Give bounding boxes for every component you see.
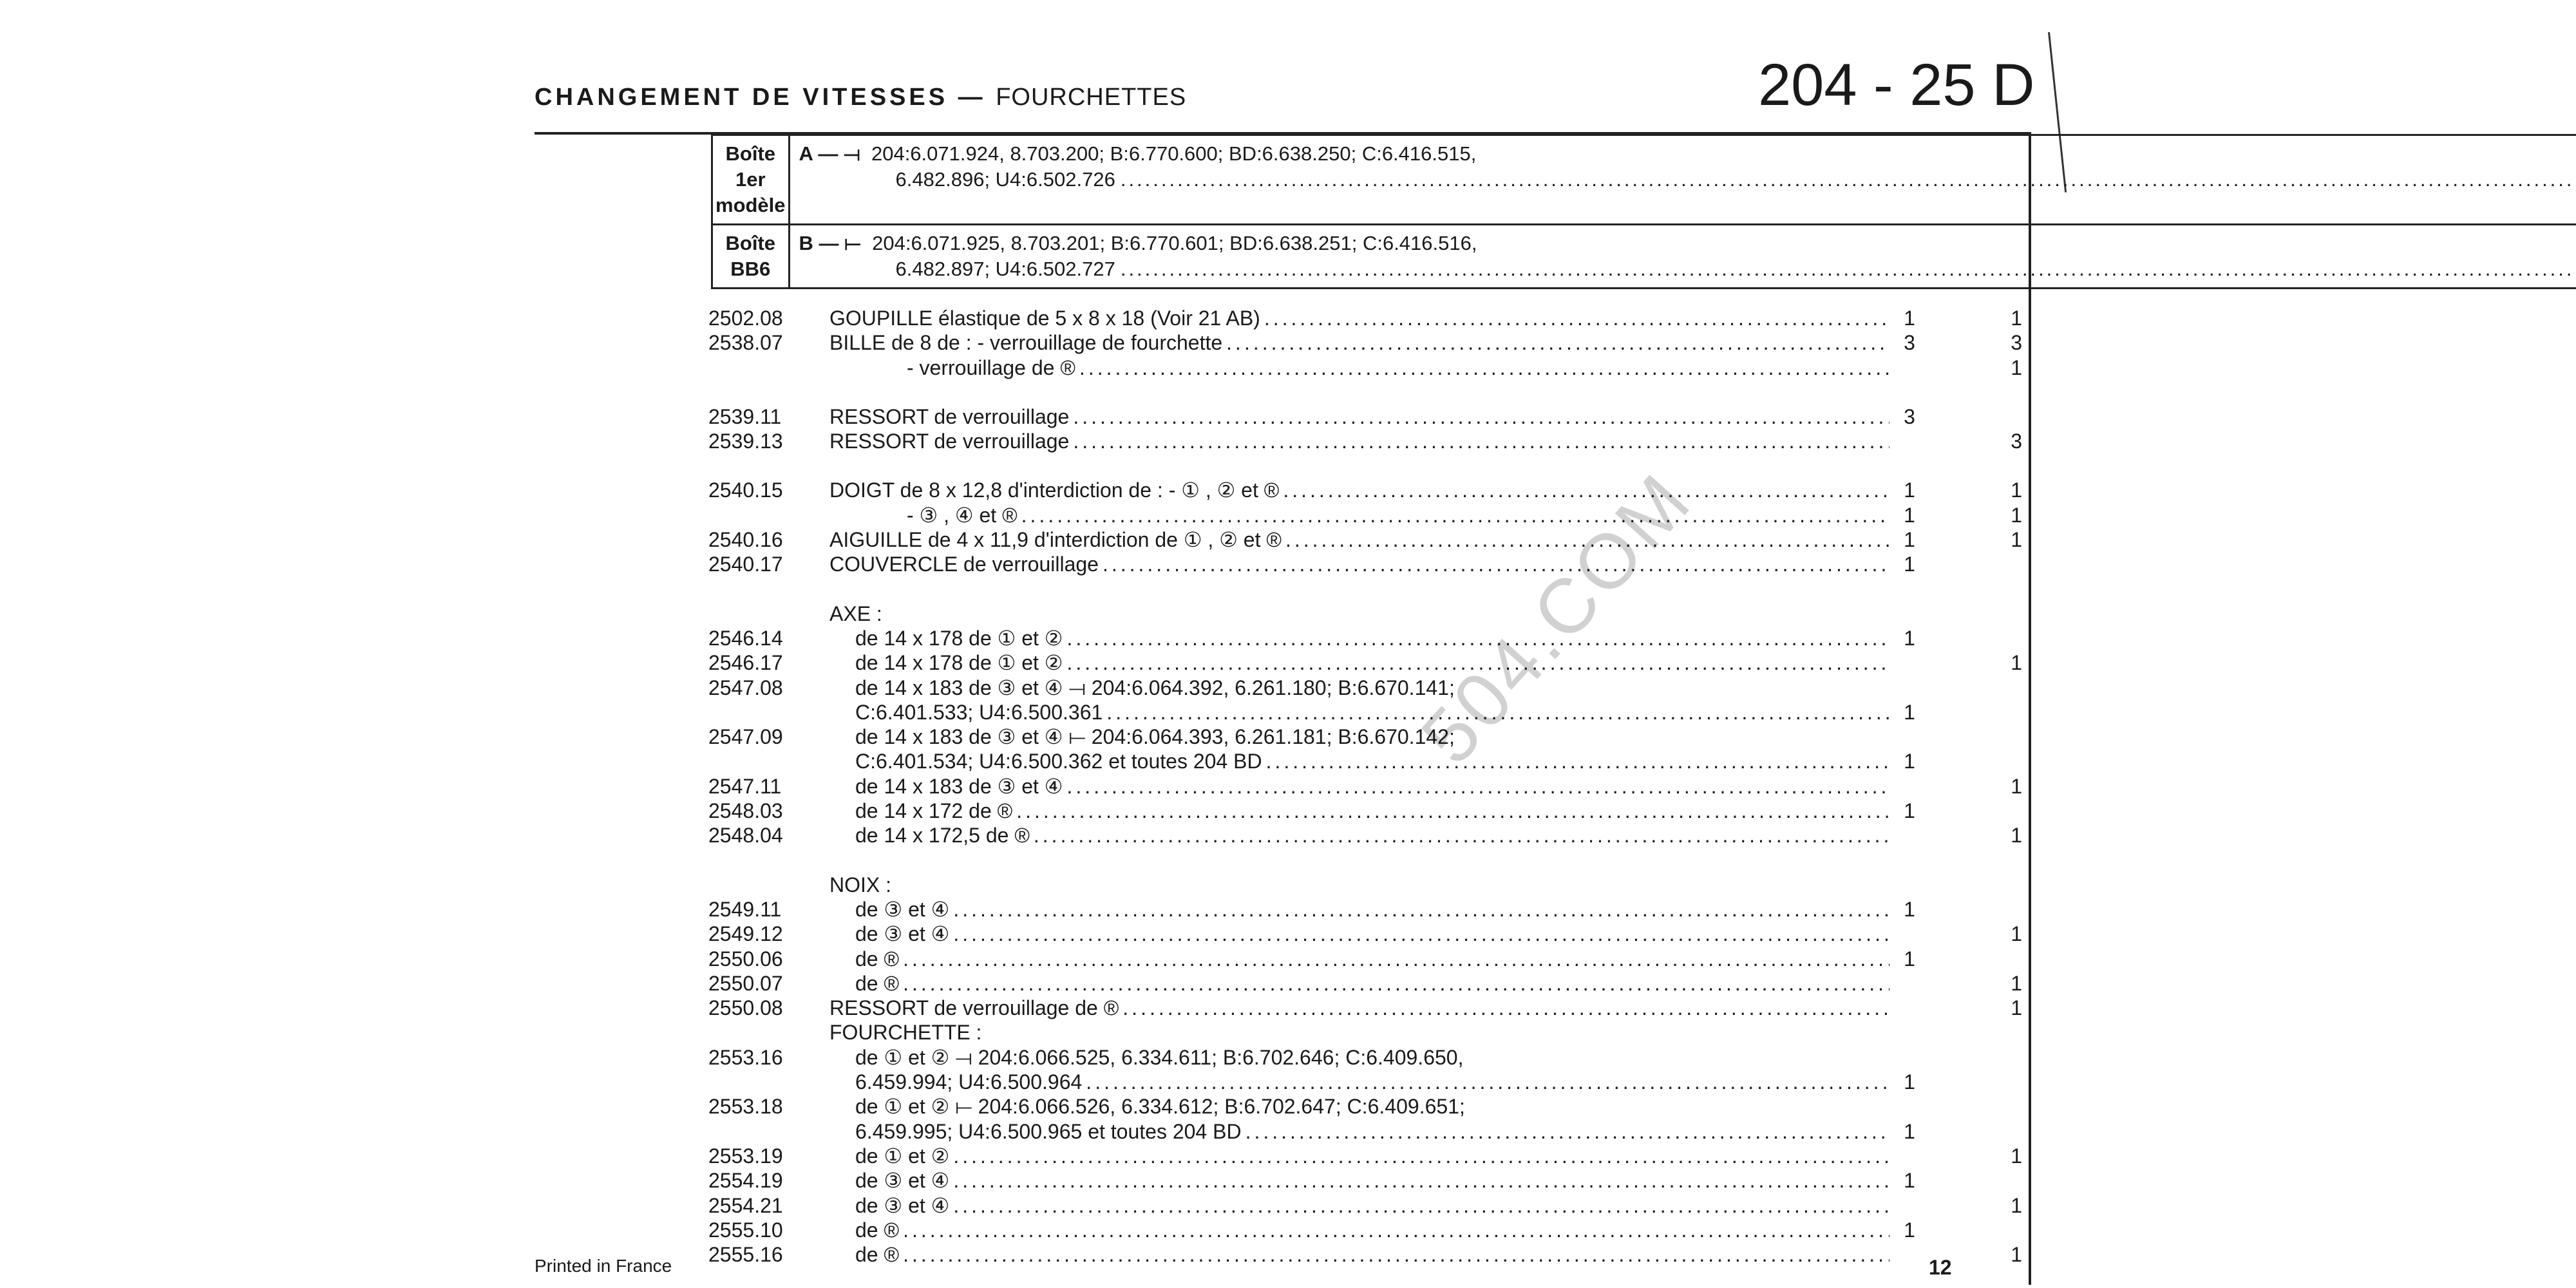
part-row <box>708 527 2035 552</box>
part-row <box>708 503 2035 527</box>
part-row <box>708 552 2035 576</box>
part-number: 2549.11 <box>708 897 782 921</box>
qty-variant-a <box>1893 676 1926 700</box>
qty-variant-a: 1 <box>1904 799 1915 823</box>
leader-dots <box>953 1168 1889 1193</box>
part-description: 6.459.994; U4:6.500.964 <box>855 1070 1083 1094</box>
part-number: 2502.08 <box>708 307 783 330</box>
qty-variant-b: 1 <box>2011 1243 2022 1267</box>
part-description: de ① et ② ⟝ 204:6.066.526, 6.334.612; B:6.702.647; C:6.409.651; <box>855 1095 1465 1119</box>
leader-dots <box>903 947 1889 971</box>
leader-dots <box>1073 404 1889 429</box>
part-row <box>708 1144 2035 1168</box>
part-number: 2555.16 <box>708 1243 783 1267</box>
part-row <box>708 306 2035 330</box>
part-row <box>708 749 2035 773</box>
qty-variant-b: 1 <box>2011 971 2022 995</box>
part-row <box>708 1193 2035 1218</box>
qty-variant-a: 1 <box>1904 1218 1915 1242</box>
part-number: 2539.11 <box>708 404 782 428</box>
part-description: de 14 x 172,5 de ® <box>855 824 1030 848</box>
qty-variant-a: 1 <box>1904 503 1915 527</box>
part-description: AIGUILLE de 4 x 11,9 d'interdiction de ① , ② et ® <box>829 528 1282 552</box>
part-row <box>708 996 2035 1020</box>
leader-dots <box>1034 823 1889 848</box>
part-row <box>708 601 2035 626</box>
row-gap <box>708 577 2035 601</box>
variant-label: Boîte BB6 <box>712 225 790 289</box>
qty-variant-a: 1 <box>1904 750 1915 773</box>
row-gap <box>708 848 2035 873</box>
part-description: de 14 x 183 de ③ et ④ <box>855 774 1063 798</box>
part-number <box>708 355 829 380</box>
qty-variant-b: 1 <box>2011 1144 2022 1168</box>
leader-dots <box>903 971 1889 996</box>
part-description: de 14 x 178 de ① et ② <box>855 651 1063 675</box>
part-description: NOIX : <box>829 873 892 896</box>
part-description: RESSORT de verrouillage <box>829 404 1070 428</box>
qty-variant-b <box>1926 1119 2035 1144</box>
qty-variant-a <box>1893 1242 1926 1267</box>
part-row <box>708 873 2035 897</box>
qty-variant-b <box>1926 1168 2035 1193</box>
leader-dots <box>1122 996 1889 1020</box>
qty-variant-a <box>1893 1045 1926 1070</box>
qty-variant-b: 3 <box>2011 430 2022 453</box>
part-row <box>708 429 2035 453</box>
part-description: AXE : <box>829 601 882 625</box>
qty-variant-b <box>1926 873 2035 897</box>
part-row <box>708 330 2035 355</box>
qty-variant-b <box>1926 552 2035 576</box>
variant-refs: A — ⟞ 204:6.071.924, 8.703.200; B:6.770.600; BD:6.638.250; C:6.416.515, 6.482.896; U4:6.502.726 ..... <box>789 135 2576 225</box>
part-number: 2554.21 <box>708 1193 783 1217</box>
leader-dots <box>903 1242 1889 1267</box>
part-description: de 14 x 172 de ® <box>855 799 1013 823</box>
part-number <box>708 1020 829 1045</box>
part-number: 2539.13 <box>708 430 783 453</box>
part-number <box>708 1070 829 1094</box>
part-description: - ③ , ④ et ® <box>907 503 1018 527</box>
part-number: 2553.19 <box>708 1144 783 1168</box>
qty-variant-b: 1 <box>2011 996 2022 1020</box>
qty-variant-a: 1 <box>1904 528 1915 552</box>
qty-variant-a <box>1893 601 1926 626</box>
part-description: de ® <box>855 1218 900 1242</box>
part-description: 6.459.995; U4:6.500.965 et toutes 204 BD <box>855 1119 1242 1143</box>
part-number <box>708 503 829 527</box>
leader-dots <box>1283 478 1889 502</box>
qty-variant-b <box>1926 626 2035 650</box>
leader-dots <box>1103 552 1889 576</box>
qty-variant-b: 1 <box>2011 355 2022 379</box>
qty-variant-b <box>1926 1020 2035 1045</box>
part-number <box>708 1119 829 1144</box>
part-row <box>708 1168 2035 1193</box>
qty-variant-a <box>1893 650 1926 675</box>
variant-row-b <box>712 225 2576 289</box>
part-row <box>708 1119 2035 1144</box>
part-number <box>708 601 829 626</box>
part-number: 2547.08 <box>708 676 783 699</box>
gearbox-variants-table <box>711 134 2576 289</box>
qty-variant-b: 1 <box>2011 528 2022 552</box>
qty-variant-b <box>1926 799 2035 823</box>
qty-variant-a <box>1893 823 1926 848</box>
qty-variant-a <box>1893 1193 1926 1218</box>
part-number: 2540.17 <box>708 553 783 576</box>
part-number: 2546.17 <box>708 651 783 675</box>
leader-dots <box>953 922 1889 946</box>
part-description: de ① et ② ⟞ 204:6.066.525, 6.334.611; B:6.702.646; C:6.409.650, <box>855 1045 1464 1069</box>
part-row <box>708 1094 2035 1119</box>
section-code: 204 - 25 D <box>1758 52 2035 118</box>
leader-dots <box>1226 330 1889 355</box>
row-gap <box>708 453 2035 478</box>
part-description: RESSORT de verrouillage de ® <box>829 996 1119 1020</box>
part-row <box>708 478 2035 502</box>
qty-variant-a <box>1893 1020 1926 1045</box>
qty-variant-a: 1 <box>1904 1169 1915 1193</box>
part-number: 2549.12 <box>708 922 783 946</box>
part-row <box>708 1045 2035 1070</box>
qty-variant-a <box>1893 774 1926 799</box>
qty-variant-b: 1 <box>2011 478 2022 502</box>
part-row <box>708 897 2035 922</box>
qty-variant-a: 1 <box>1904 553 1915 576</box>
leader-dots <box>1079 355 1889 380</box>
part-description: de ① et ② <box>855 1144 950 1168</box>
part-description: de ③ et ④ <box>855 1169 950 1193</box>
qty-variant-b: 3 <box>2011 331 2022 355</box>
qty-variant-b: 1 <box>2011 824 2022 848</box>
leader-dots <box>903 1218 1889 1242</box>
part-number: 2550.08 <box>708 996 783 1020</box>
variant-row-a <box>712 135 2576 225</box>
qty-variant-a <box>1893 355 1926 380</box>
qty-variant-b: 1 <box>2011 774 2022 798</box>
qty-variant-b <box>1926 947 2035 971</box>
printed-note: Printed in France <box>535 1256 672 1276</box>
qty-variant-a: 1 <box>1904 700 1915 724</box>
qty-variant-b <box>1926 724 2035 749</box>
leader-dots <box>1021 503 1889 527</box>
leader-dots <box>1245 1119 1889 1144</box>
part-row <box>708 774 2035 799</box>
qty-variant-a: 1 <box>1904 1070 1915 1094</box>
part-description: DOIGT de 8 x 12,8 d'interdiction de : - ① , ② et ® <box>829 478 1280 502</box>
qty-variant-a <box>1893 922 1926 946</box>
part-row <box>708 404 2035 429</box>
leader-dots <box>953 1144 1889 1168</box>
qty-variant-b <box>1926 1094 2035 1119</box>
part-number <box>708 749 829 773</box>
leader-dots <box>1016 799 1889 823</box>
part-row <box>708 355 2035 380</box>
qty-variant-a <box>1893 1144 1926 1168</box>
part-description: de ③ et ④ <box>855 897 950 921</box>
part-row <box>708 724 2035 749</box>
part-description: RESSORT de verrouillage <box>829 430 1070 453</box>
qty-variant-a: 1 <box>1904 897 1915 921</box>
part-row <box>708 1070 2035 1094</box>
qty-variant-b: 1 <box>2011 922 2022 946</box>
part-number: 2554.19 <box>708 1169 783 1193</box>
part-description: de ③ et ④ <box>855 922 950 946</box>
leader-dots <box>1073 429 1889 453</box>
qty-variant-a: 1 <box>1904 1119 1915 1143</box>
part-description: - verrouillage de ® <box>907 355 1075 379</box>
part-number: 2540.15 <box>708 478 783 502</box>
part-row <box>708 1020 2035 1045</box>
part-row <box>708 1242 2035 1267</box>
variant-refs: B — ⟝ 204:6.071.925, 8.703.201; B:6.770.601; BD:6.638.251; C:6.416.516, 6.482.897; U4:6.502.727 ..... <box>789 225 2576 289</box>
part-description: de ③ et ④ <box>855 1193 950 1217</box>
qty-variant-a <box>1893 724 1926 749</box>
leader-dots <box>1266 749 1889 773</box>
qty-variant-b: 1 <box>2011 1193 2022 1217</box>
qty-variant-a: 1 <box>1904 947 1915 971</box>
leader-dots <box>1066 774 1889 799</box>
qty-variant-a <box>1893 873 1926 897</box>
catalog-page <box>502 19 2087 1282</box>
qty-variant-b <box>1926 1045 2035 1070</box>
qty-variant-a: 3 <box>1904 404 1915 428</box>
part-description: BILLE de 8 de : - verrouillage de fourchette <box>829 331 1223 355</box>
part-row <box>708 650 2035 675</box>
part-description: de ® <box>855 971 900 995</box>
part-number: 2547.11 <box>708 774 782 798</box>
qty-variant-b <box>1926 404 2035 429</box>
part-row <box>708 1218 2035 1242</box>
part-number: 2546.14 <box>708 626 783 650</box>
part-row <box>708 823 2035 848</box>
part-number: 2555.10 <box>708 1218 783 1242</box>
qty-variant-b: 1 <box>2011 651 2022 675</box>
part-number: 2550.07 <box>708 971 783 995</box>
qty-variant-b: 1 <box>2011 503 2022 527</box>
qty-variant-b <box>1926 1070 2035 1094</box>
part-number: 2553.16 <box>708 1045 783 1069</box>
watermark: 504.COM <box>1405 456 1709 781</box>
part-row <box>708 799 2035 823</box>
part-description: COUVERCLE de verrouillage <box>829 553 1099 576</box>
part-row <box>708 700 2035 724</box>
qty-variant-b: 1 <box>2011 307 2022 330</box>
qty-variant-b <box>1926 700 2035 724</box>
page-title: CHANGEMENT DE VITESSES — FOURCHETTES <box>535 84 1187 111</box>
qty-variant-a: 1 <box>1904 478 1915 502</box>
leader-dots <box>1264 306 1889 330</box>
qty-variant-a <box>1893 996 1926 1020</box>
part-row <box>708 971 2035 996</box>
part-number <box>708 873 829 897</box>
part-description: de 14 x 183 de ③ et ④ ⟞ 204:6.064.392, 6.261.180; B:6.670.141; <box>855 676 1455 699</box>
parts-list <box>708 306 2035 1267</box>
part-number: 2540.16 <box>708 528 783 552</box>
part-description: C:6.401.533; U4:6.500.361 <box>855 700 1103 724</box>
page-number: 12 <box>1929 1256 1952 1279</box>
qty-variant-b <box>1926 897 2035 922</box>
part-number: 2548.04 <box>708 824 783 848</box>
qty-variant-b <box>1926 1218 2035 1242</box>
leader-dots <box>953 897 1889 922</box>
part-number: 2547.09 <box>708 725 783 749</box>
part-row <box>708 947 2035 971</box>
part-description: de ® <box>855 947 900 971</box>
leader-dots <box>1086 1070 1889 1094</box>
part-number: 2548.03 <box>708 799 783 823</box>
qty-variant-a: 3 <box>1904 331 1915 355</box>
part-number: 2553.18 <box>708 1095 783 1119</box>
part-row <box>708 626 2035 650</box>
leader-dots <box>953 1193 1889 1218</box>
part-description: de 14 x 183 de ③ et ④ ⟝ 204:6.064.393, 6.261.181; B:6.670.142; <box>855 725 1455 749</box>
qty-variant-a <box>1893 971 1926 996</box>
part-number <box>708 700 829 724</box>
part-row <box>708 676 2035 700</box>
part-number: 2538.07 <box>708 331 783 355</box>
part-description: de 14 x 178 de ① et ② <box>855 626 1063 650</box>
part-number: 2550.06 <box>708 947 783 971</box>
qty-variant-b <box>1926 749 2035 773</box>
part-description: GOUPILLE élastique de 5 x 8 x 18 (Voir 21 AB) <box>829 307 1260 330</box>
part-description: C:6.401.534; U4:6.500.362 et toutes 204 BD <box>855 750 1262 773</box>
qty-variant-a <box>1893 429 1926 453</box>
part-row <box>708 922 2035 946</box>
qty-variant-b <box>1926 676 2035 700</box>
qty-variant-a <box>1893 1094 1926 1119</box>
qty-variant-b <box>1926 601 2035 626</box>
variant-label: Boîte 1er modèle <box>712 135 790 225</box>
part-description: FOURCHETTE : <box>829 1021 982 1045</box>
qty-variant-a: 1 <box>1904 307 1915 330</box>
row-gap <box>708 380 2035 404</box>
part-description: de ® <box>855 1243 900 1267</box>
qty-variant-a: 1 <box>1904 626 1915 650</box>
